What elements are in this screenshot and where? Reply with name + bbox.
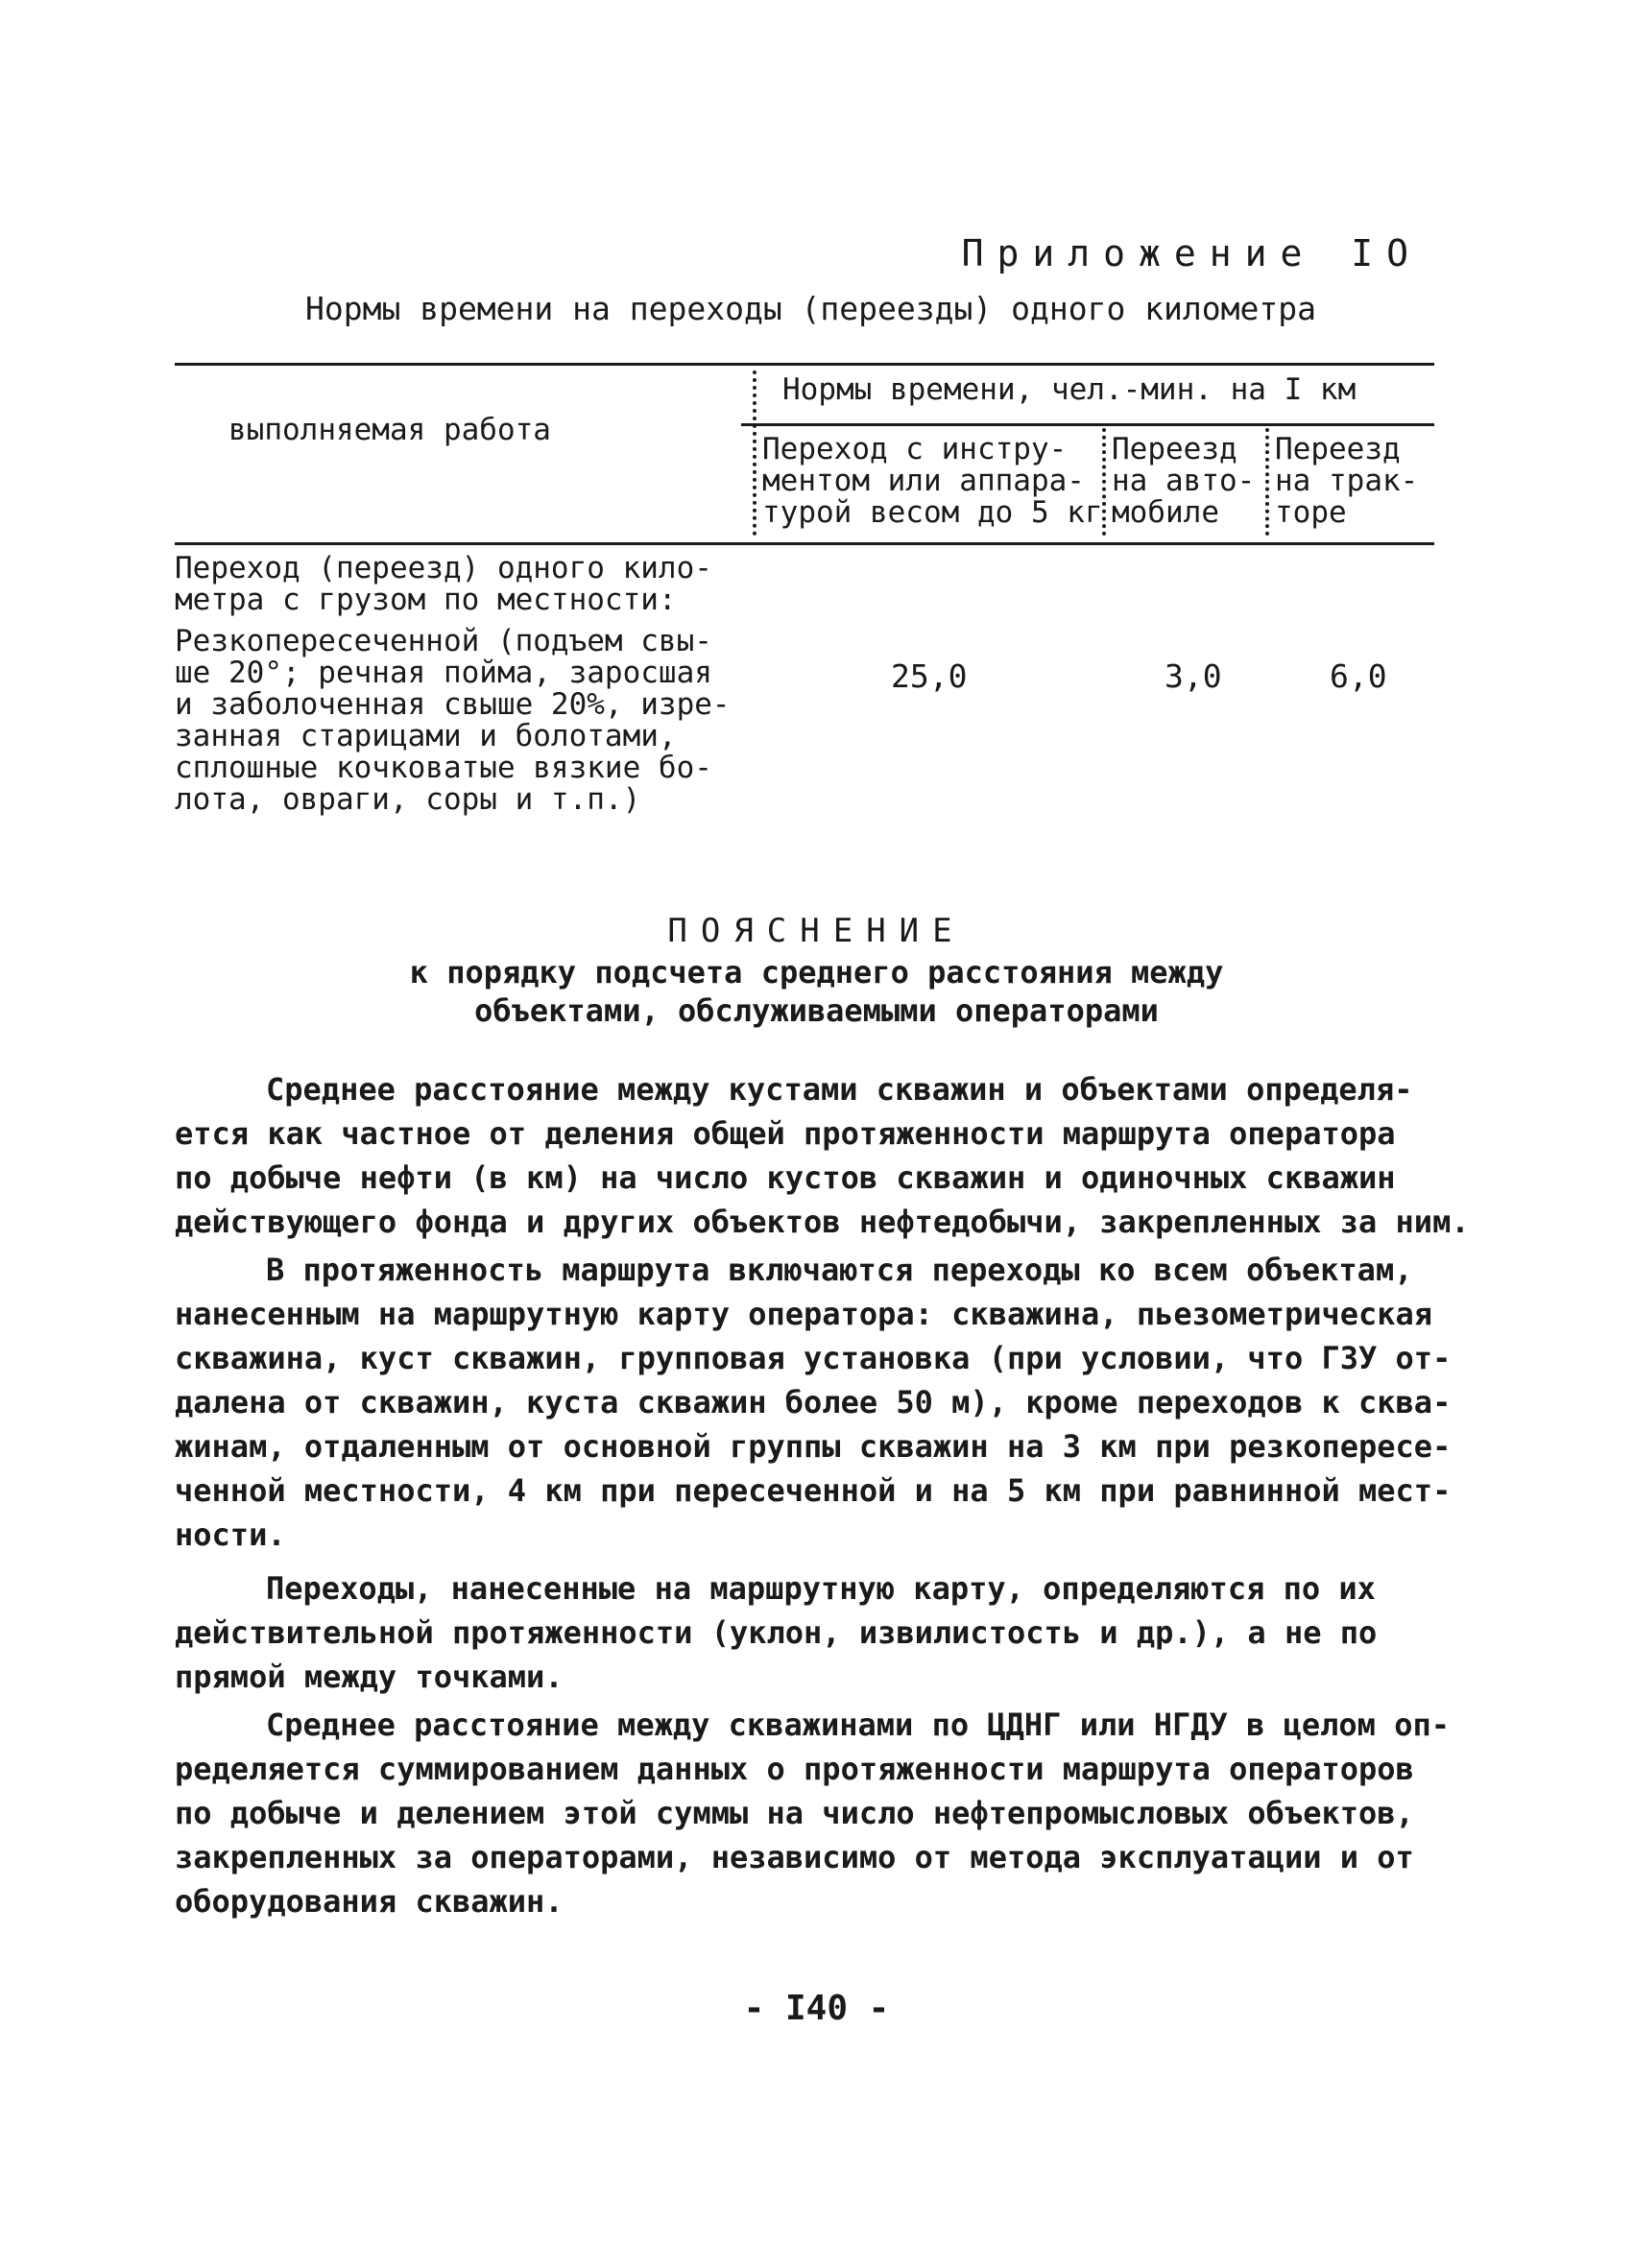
paragraph-1: Среднее расстояние между кустами скважин и объектами определя- ется как частное от деления общей протяженности маршрута оператора по добыче нефти (в км) на число кустов скважин и одиночных скважин действующего фонда и других объектов нефтедобычи, закрепленных за ним. [175, 1071, 1470, 1240]
explanation-subtitle-line-2: объектами, обслуживаемыми операторами [474, 992, 1159, 1029]
document-title: Нормы времени на переходы (переезды) одного километра [305, 290, 1316, 327]
paragraph-2: В протяженность маршрута включаются переходы ко всем объектам, нанесенным на маршрутную карту оператора: скважина, пьезометрическая скважина, куст скважин, групповая установка (при условии, что ГЗУ от- далена от скважин, куста скважин более 50 м), кроме переходов к сква- жинам, отдаленным от основной группы скважин на 3 км при резкопересе- ченной местности, 4 км при пересеченной и на 5 км при равнинной мест- ности. [175, 1252, 1452, 1553]
table-header-rule [175, 542, 1434, 545]
table-row-intro: Переход (переезд) одного кило- метра с грузом по местности: [175, 551, 712, 617]
explanation-subtitle-line-1: к порядку подсчета среднего расстояния между [409, 954, 1224, 991]
table-divider [1265, 428, 1269, 536]
value-by-tractor: 6,0 [1330, 657, 1387, 695]
value-on-foot: 25,0 [891, 657, 968, 695]
column-header-work: выполняемая работа [228, 413, 551, 447]
appendix-label: Приложение IO [961, 232, 1422, 275]
table-divider [753, 370, 756, 536]
column-group-header: Нормы времени, чел.-мин. на I км [782, 372, 1357, 407]
table-group-rule [741, 423, 1434, 426]
table-row-terrain-description: Резкопересеченной (подъем свы- ше 20°; речная пойма, заросшая и заболоченная свыше 20%, изре- занная старицами и болотами, сплошные кочковатые вязкие бо- лота, овраги, соры и т.п.) [175, 624, 731, 817]
column-header-by-tractor: Переезд на трак- торе [1275, 432, 1419, 530]
paragraph-4: Среднее расстояние между скважинами по ЦДНГ или НГДУ в целом оп- ределяется суммированием данных о протяженности маршрута операторов по добыче и делением этой суммы на число нефтепромысловых объектов, закрепленных за операторами, независимо от метода эксплуатации и от оборудования скважин. [175, 1707, 1450, 1920]
value-by-car: 3,0 [1165, 657, 1222, 695]
table-top-rule [175, 363, 1434, 366]
column-header-on-foot: Переход с инстру- ментом или аппара- турой весом до 5 кг [762, 432, 1103, 530]
page-number: - I40 - [743, 1989, 890, 2028]
column-header-by-car: Переезд на авто- мобиле [1112, 432, 1256, 530]
paragraph-3: Переходы, нанесенные на маршрутную карту, определяются по их действительной протяженности (уклон, извилистость и др.), а не по прямой между точками. [175, 1570, 1378, 1695]
explanation-title: ПОЯСНЕНИЕ [667, 912, 966, 950]
